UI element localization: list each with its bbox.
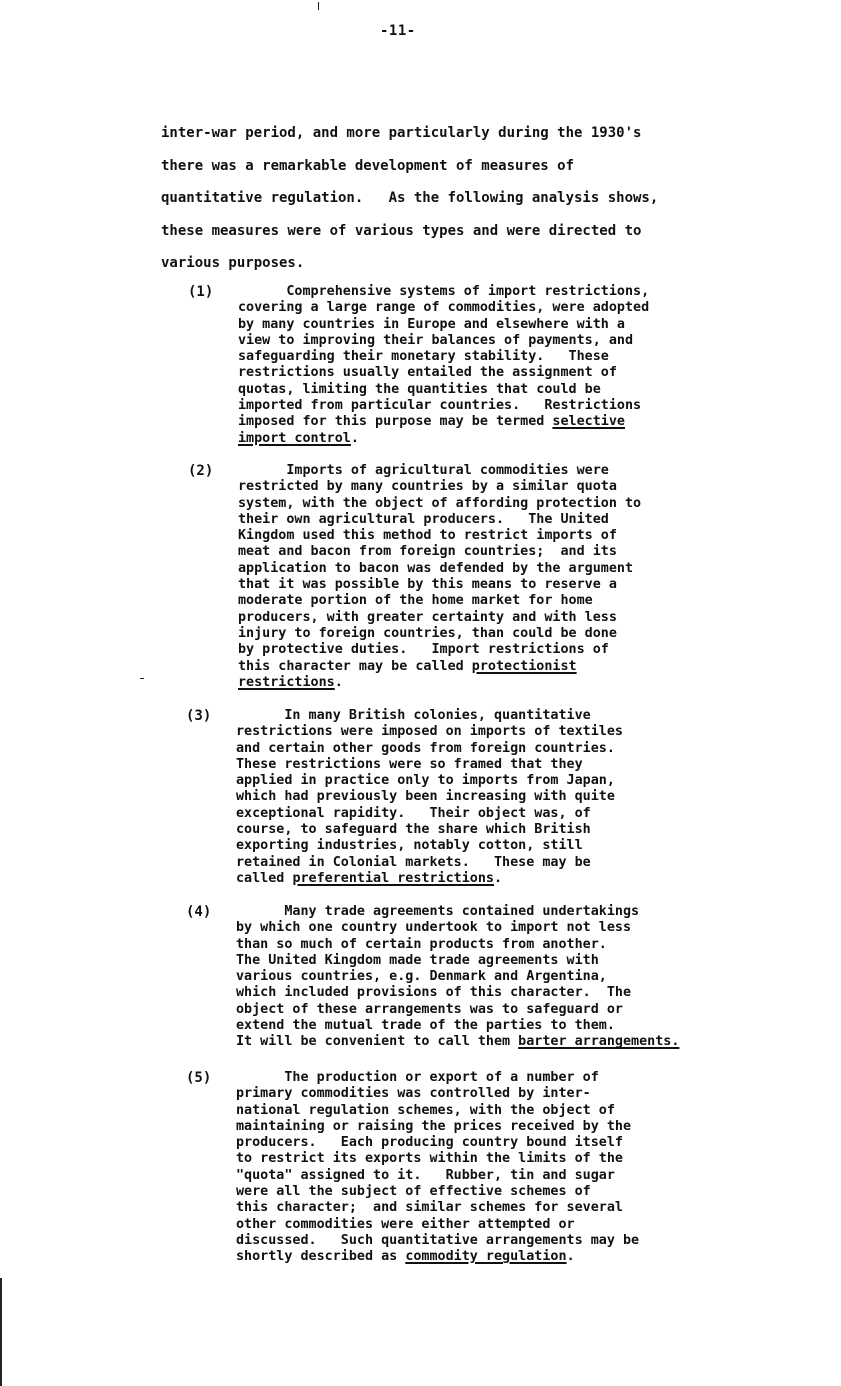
scan-speck <box>140 678 144 679</box>
defined-term: import control <box>238 430 351 446</box>
text-line: . <box>566 1249 575 1265</box>
defined-term: selective <box>552 414 625 430</box>
paragraph-number: (5) <box>186 1070 212 1086</box>
text-line: application to bacon was defended by the argument <box>238 560 634 576</box>
text-line: . <box>334 674 343 690</box>
text-line: this character; and similar schemes for several <box>236 1200 623 1216</box>
defined-term: protectionist <box>471 658 577 674</box>
text-line: extend the mutual trade of the parties to them. <box>236 1018 615 1034</box>
text-line: other commodities were either attempted or <box>236 1216 575 1232</box>
text-line: discussed. Such quantitative arrangements may be <box>236 1232 640 1248</box>
text-line: Many trade agreements contained undertakings <box>236 904 640 919</box>
paragraph-text <box>236 708 623 887</box>
text-line: and certain other goods from foreign countries. <box>236 740 615 756</box>
scan-speck <box>318 2 319 10</box>
text-line: national regulation schemes, with the object of <box>236 1102 615 1118</box>
text-line: Kingdom used this method to restrict imports of <box>238 528 617 544</box>
page-number: -11- <box>380 23 416 39</box>
intro-paragraph <box>161 117 761 280</box>
text-line: injury to foreign countries, than could be done <box>238 625 617 641</box>
defined-term: commodity regulation <box>405 1249 567 1265</box>
text-line: It will be convenient to call them <box>236 1034 519 1050</box>
text-line: These restrictions were so framed that they <box>236 756 583 772</box>
text-line: safeguarding their monetary stability. These <box>238 349 609 365</box>
text-line: The production or export of a number of <box>236 1070 599 1085</box>
text-line: their own agricultural producers. The United <box>238 511 609 527</box>
text-line: by which one country undertook to import not less <box>236 920 632 936</box>
text-line: were all the subject of effective schemes of <box>236 1184 591 1200</box>
text-line: imported from particular countries. Restrictions <box>238 398 642 414</box>
intro-line: there was a remarkable development of measures of <box>161 157 575 174</box>
text-line: object of these arrangements was to safeguard or <box>236 1001 623 1017</box>
paragraph-text <box>236 904 679 1051</box>
scan-edge-mark <box>0 1278 2 1386</box>
text-line: producers, with greater certainty and with less <box>238 609 617 625</box>
paragraph-number: (3) <box>186 708 212 724</box>
text-line: exceptional rapidity. Their object was, of <box>236 805 591 821</box>
text-line: In many British colonies, quantitative <box>236 708 591 723</box>
text-line: restrictions usually entailed the assignment of <box>238 365 617 381</box>
paragraph-text <box>236 1070 639 1266</box>
intro-line: quantitative regulation. As the following analysis shows, <box>161 190 659 206</box>
text-line: exporting industries, notably cotton, still <box>236 838 583 854</box>
text-line: producers. Each producing country bound itself <box>236 1135 623 1151</box>
text-line: retained in Colonial markets. These may be <box>236 854 591 870</box>
paragraph-text <box>238 463 641 691</box>
text-line: called <box>236 870 293 886</box>
defined-term: preferential restrictions <box>292 870 494 886</box>
text-line: restrictions were imposed on imports of textiles <box>236 724 623 740</box>
text-line: restricted by many countries by a similar quota <box>238 479 617 495</box>
intro-line: inter-war period, and more particularly during the 1930's <box>161 125 642 141</box>
text-line: by many countries in Europe and elsewhere with a <box>238 316 625 332</box>
text-line: view to improving their balances of payments, and <box>238 332 634 348</box>
paragraph-number: (2) <box>188 463 214 479</box>
text-line: that it was possible by this means to reserve a <box>238 577 617 593</box>
text-line: shortly described as <box>236 1249 406 1265</box>
text-line: "quota" assigned to it. Rubber, tin and sugar <box>236 1167 615 1183</box>
text-line: . <box>493 870 503 886</box>
text-line: to restrict its exports within the limits of the <box>236 1151 623 1167</box>
text-line: The United Kingdom made trade agreements with <box>236 952 599 968</box>
text-line: Imports of agricultural commodities were <box>238 463 609 478</box>
defined-term: barter arrangements. <box>518 1034 680 1050</box>
text-line: by protective duties. Import restrictions of <box>238 642 609 658</box>
text-line: system, with the object of affording protection to <box>238 495 642 511</box>
text-line: meat and bacon from foreign countries; and its <box>238 544 617 560</box>
text-line: than so much of certain products from another. <box>236 936 607 952</box>
paragraph-number: (4) <box>186 904 212 920</box>
text-line: which included provisions of this character. The <box>236 985 632 1001</box>
text-line: . <box>350 430 359 446</box>
paragraph-text <box>238 284 649 447</box>
text-line: which had previously been increasing with quite <box>236 789 615 805</box>
text-line: primary commodities was controlled by inter- <box>236 1086 591 1102</box>
text-line: quotas, limiting the quantities that could be <box>238 381 601 397</box>
text-line: maintaining or raising the prices received by the <box>236 1118 632 1134</box>
intro-line: these measures were of various types and were directed to <box>161 222 642 239</box>
text-line: course, to safeguard the share which British <box>236 822 591 838</box>
text-line: this character may be called <box>238 658 472 674</box>
defined-term: restrictions <box>238 674 335 690</box>
intro-line: various purposes. <box>161 255 305 271</box>
text-line: imposed for this purpose may be termed <box>238 414 553 430</box>
text-line: applied in practice only to imports from Japan, <box>236 773 615 789</box>
text-line: Comprehensive systems of import restrictions, <box>238 284 650 299</box>
paragraph-number: (1) <box>188 284 214 300</box>
text-line: various countries, e.g. Denmark and Argentina, <box>236 969 607 985</box>
text-line: moderate portion of the home market for home <box>238 593 593 609</box>
text-line: covering a large range of commodities, were adopted <box>238 300 650 316</box>
